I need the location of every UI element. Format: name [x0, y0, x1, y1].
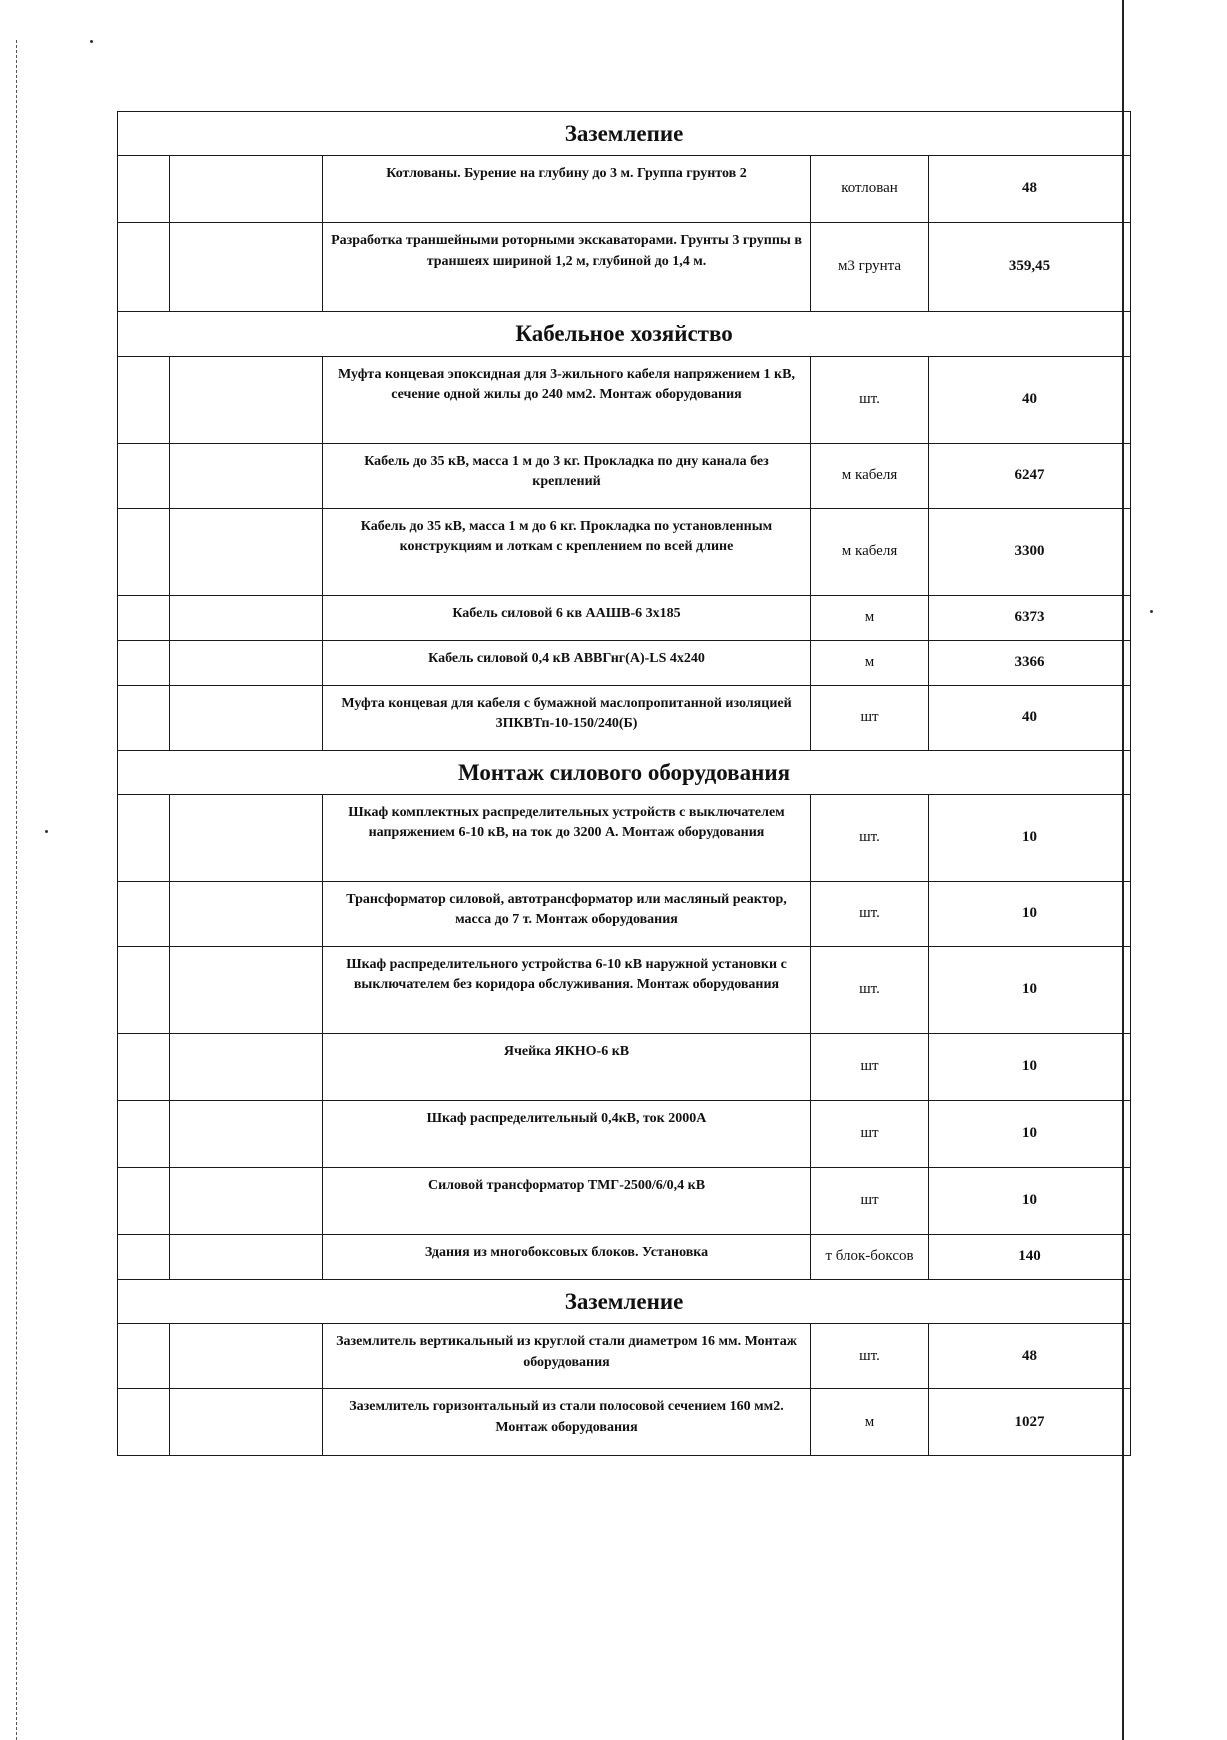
table-row	[118, 685, 1131, 750]
row-description: Шкаф распределительного устройства 6-10 кВ наружной установки с выключателем без коридора обслуживания. Монтаж оборудования	[323, 947, 811, 1034]
row-quantity: 3300	[929, 508, 1131, 595]
row-code-cell	[170, 947, 323, 1034]
row-code-cell	[170, 443, 323, 508]
row-number-cell	[118, 1101, 170, 1168]
row-description: Котлованы. Бурение на глубину до 3 м. Группа грунтов 2	[323, 156, 811, 223]
row-number-cell	[118, 156, 170, 223]
row-description: Трансформатор силовой, автотрансформатор или масляный реактор, масса до 7 т. Монтаж оборудования	[323, 882, 811, 947]
row-description: Муфта концевая для кабеля с бумажной маслопропитанной изоляцией 3ПКВТп-10-150/240(Б)	[323, 685, 811, 750]
row-code-cell	[170, 1168, 323, 1235]
row-number-cell	[118, 685, 170, 750]
table-row	[118, 947, 1131, 1034]
row-unit: шт.	[811, 1324, 929, 1389]
table-row	[118, 1034, 1131, 1101]
row-code-cell	[170, 223, 323, 312]
section-header-row	[118, 750, 1131, 794]
table-row	[118, 356, 1131, 443]
table-row	[118, 223, 1131, 312]
row-unit: шт.	[811, 947, 929, 1034]
section-header-row	[118, 112, 1131, 156]
row-unit: м кабеля	[811, 443, 929, 508]
row-description: Заземлитель вертикальный из круглой стали диаметром 16 мм. Монтаж оборудования	[323, 1324, 811, 1389]
row-unit: шт.	[811, 356, 929, 443]
row-number-cell	[118, 1324, 170, 1389]
row-unit: шт	[811, 1168, 929, 1235]
row-unit: м3 грунта	[811, 223, 929, 312]
row-number-cell	[118, 1235, 170, 1280]
row-code-cell	[170, 508, 323, 595]
row-description: Кабель до 35 кВ, масса 1 м до 3 кг. Прокладка по дну канала без креплений	[323, 443, 811, 508]
row-description: Силовой трансформатор ТМГ-2500/6/0,4 кВ	[323, 1168, 811, 1235]
table-body	[118, 112, 1131, 1456]
work-volume-table	[117, 111, 1131, 1456]
row-description: Заземлитель горизонтальный из стали полосовой сечением 160 мм2. Монтаж оборудования	[323, 1389, 811, 1456]
row-number-cell	[118, 947, 170, 1034]
row-number-cell	[118, 443, 170, 508]
row-quantity: 10	[929, 882, 1131, 947]
row-code-cell	[170, 1235, 323, 1280]
table-row	[118, 595, 1131, 640]
row-code-cell	[170, 1324, 323, 1389]
row-quantity: 48	[929, 1324, 1131, 1389]
row-code-cell	[170, 685, 323, 750]
row-code-cell	[170, 156, 323, 223]
row-quantity: 10	[929, 947, 1131, 1034]
row-number-cell	[118, 356, 170, 443]
section-title: Кабельное хозяйство	[118, 312, 1131, 356]
row-unit: шт	[811, 685, 929, 750]
table-row	[118, 443, 1131, 508]
scan-left-edge	[16, 40, 17, 1740]
row-description: Шкаф распределительный 0,4кВ, ток 2000А	[323, 1101, 811, 1168]
table-row	[118, 156, 1131, 223]
row-description: Ячейка ЯКНО-6 кВ	[323, 1034, 811, 1101]
row-description: Кабель силовой 6 кв ААШВ-6 3х185	[323, 595, 811, 640]
row-quantity: 140	[929, 1235, 1131, 1280]
row-number-cell	[118, 595, 170, 640]
row-number-cell	[118, 795, 170, 882]
row-number-cell	[118, 1034, 170, 1101]
row-code-cell	[170, 640, 323, 685]
row-quantity: 10	[929, 795, 1131, 882]
row-unit: шт.	[811, 882, 929, 947]
row-code-cell	[170, 1034, 323, 1101]
table-row	[118, 1235, 1131, 1280]
row-number-cell	[118, 882, 170, 947]
row-number-cell	[118, 223, 170, 312]
row-unit: шт	[811, 1101, 929, 1168]
row-quantity: 40	[929, 685, 1131, 750]
row-code-cell	[170, 882, 323, 947]
row-description: Шкаф комплектных распределительных устройств с выключателем напряжением 6-10 кВ, на ток до 3200 А. Монтаж оборудования	[323, 795, 811, 882]
row-unit: м	[811, 640, 929, 685]
row-quantity: 359,45	[929, 223, 1131, 312]
section-header-row	[118, 1280, 1131, 1324]
row-number-cell	[118, 640, 170, 685]
row-code-cell	[170, 1101, 323, 1168]
row-unit: м кабеля	[811, 508, 929, 595]
row-code-cell	[170, 1389, 323, 1456]
row-quantity: 10	[929, 1034, 1131, 1101]
row-quantity: 6247	[929, 443, 1131, 508]
row-description: Кабель до 35 кВ, масса 1 м до 6 кг. Прокладка по установленным конструкциям и лоткам с креплением по всей длине	[323, 508, 811, 595]
row-unit: шт	[811, 1034, 929, 1101]
row-description: Муфта концевая эпоксидная для 3-жильного кабеля напряжением 1 кВ, сечение одной жилы до 240 мм2. Монтаж оборудования	[323, 356, 811, 443]
row-unit: котлован	[811, 156, 929, 223]
table-row	[118, 508, 1131, 595]
section-title: Монтаж силового оборудования	[118, 750, 1131, 794]
table-row	[118, 1101, 1131, 1168]
row-unit: т блок-боксов	[811, 1235, 929, 1280]
row-description: Здания из многобоксовых блоков. Установка	[323, 1235, 811, 1280]
table-row	[118, 882, 1131, 947]
row-number-cell	[118, 508, 170, 595]
row-code-cell	[170, 356, 323, 443]
row-description: Кабель силовой 0,4 кВ АВВГнг(А)-LS 4х240	[323, 640, 811, 685]
table-row	[118, 1389, 1131, 1456]
row-number-cell	[118, 1389, 170, 1456]
row-description: Разработка траншейными роторными экскаваторами. Грунты 3 группы в траншеях шириной 1,2 м, глубиной до 1,4 м.	[323, 223, 811, 312]
scan-speck	[45, 830, 48, 833]
row-number-cell	[118, 1168, 170, 1235]
table-row	[118, 1168, 1131, 1235]
row-quantity: 40	[929, 356, 1131, 443]
row-quantity: 1027	[929, 1389, 1131, 1456]
section-header-row	[118, 312, 1131, 356]
row-quantity: 3366	[929, 640, 1131, 685]
table-row	[118, 640, 1131, 685]
row-code-cell	[170, 595, 323, 640]
scan-speck	[90, 40, 93, 43]
row-quantity: 6373	[929, 595, 1131, 640]
table-row	[118, 795, 1131, 882]
row-code-cell	[170, 795, 323, 882]
row-quantity: 10	[929, 1168, 1131, 1235]
scan-speck	[1150, 610, 1153, 613]
section-title: Заземлепие	[118, 112, 1131, 156]
section-title: Заземление	[118, 1280, 1131, 1324]
row-unit: м	[811, 1389, 929, 1456]
row-unit: м	[811, 595, 929, 640]
row-quantity: 48	[929, 156, 1131, 223]
row-unit: шт.	[811, 795, 929, 882]
row-quantity: 10	[929, 1101, 1131, 1168]
table-row	[118, 1324, 1131, 1389]
